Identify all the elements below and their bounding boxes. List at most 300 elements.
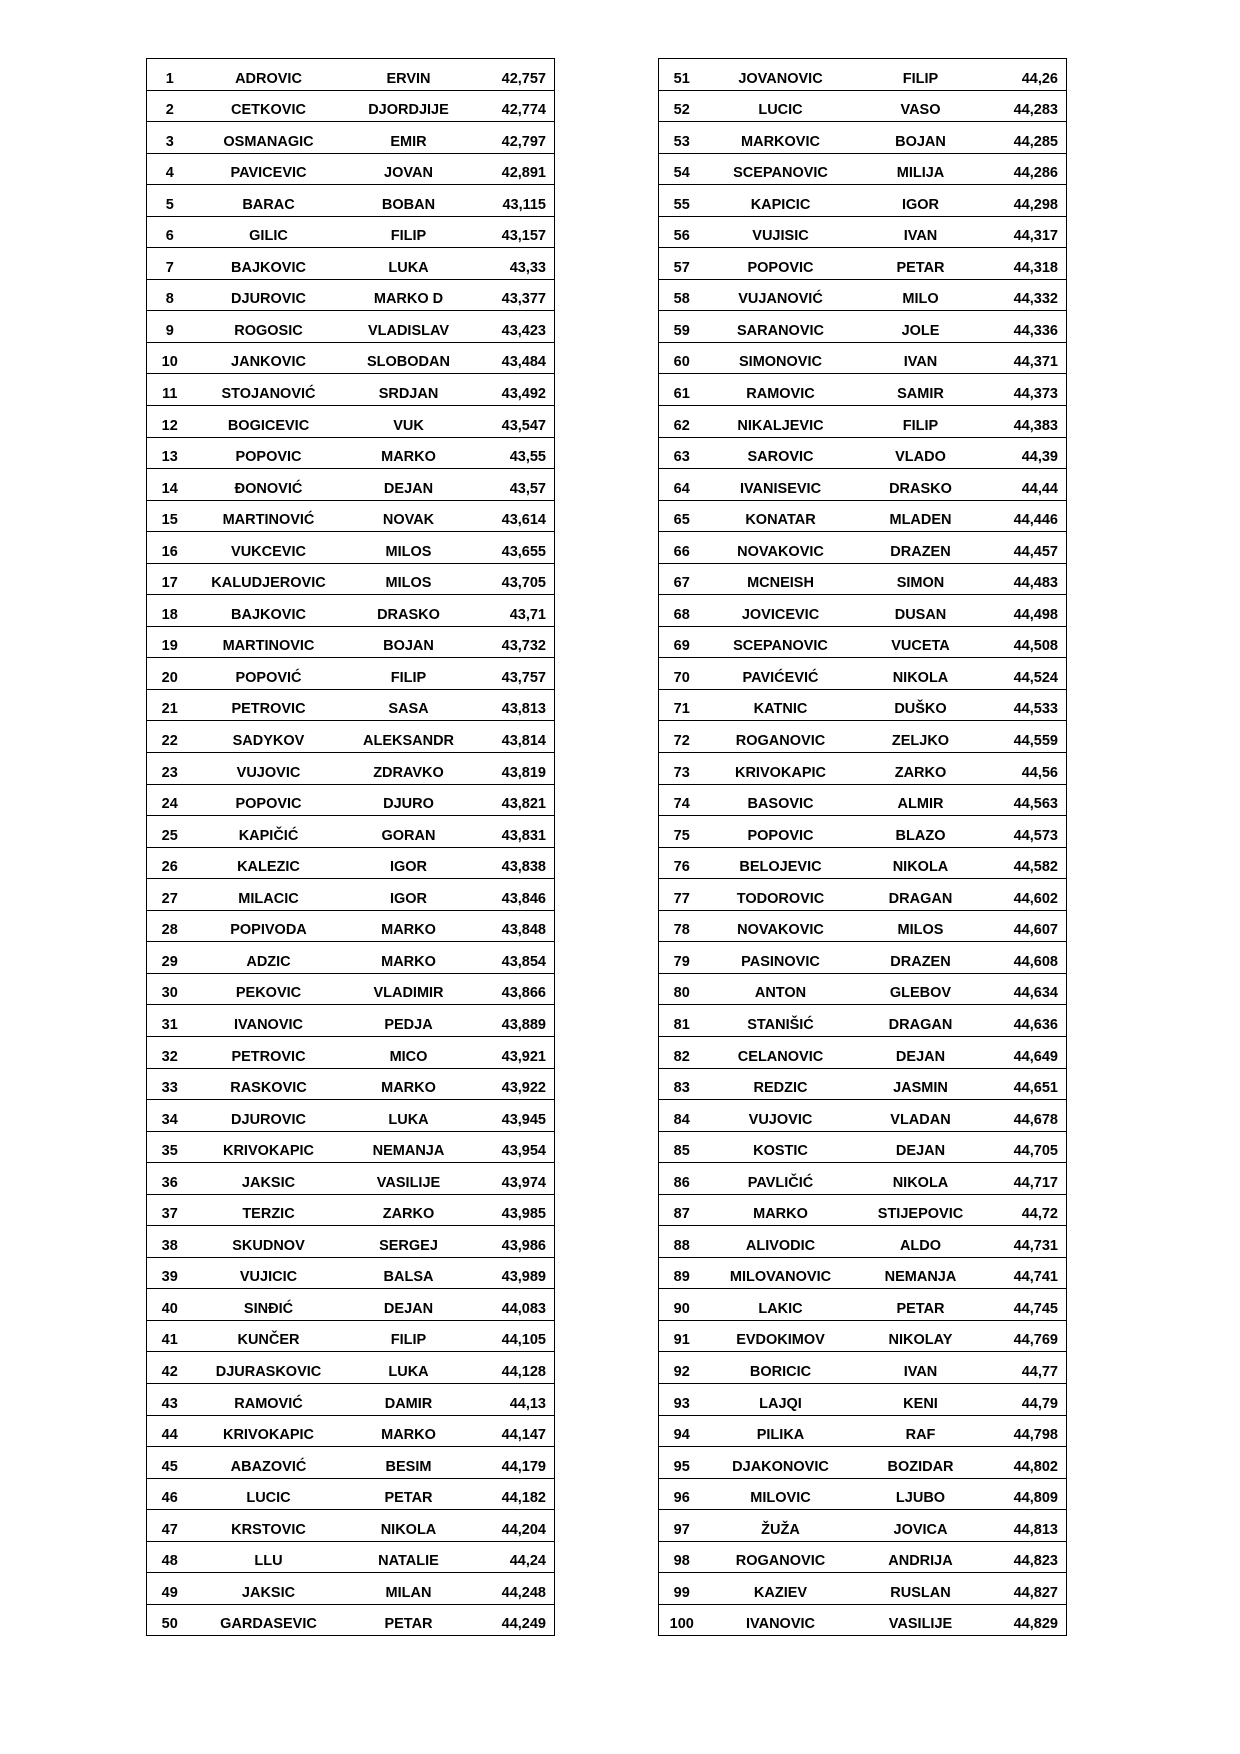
last-name-cell: JOVICEVIC (709, 595, 857, 627)
table-row (659, 1194, 1067, 1226)
time-cell: 44,147 (477, 1415, 555, 1447)
table-row (659, 658, 1067, 690)
rank-cell: 4 (147, 153, 197, 185)
rank-cell: 58 (659, 279, 709, 311)
first-name-cell: MLADEN (857, 500, 989, 532)
table-row (147, 626, 555, 658)
rank-cell: 43 (147, 1383, 197, 1415)
table-row (147, 59, 555, 91)
table-row (659, 1131, 1067, 1163)
last-name-cell: CELANOVIC (709, 1036, 857, 1068)
table-row (659, 1100, 1067, 1132)
first-name-cell: IGOR (345, 847, 477, 879)
first-name-cell: NOVAK (345, 500, 477, 532)
time-cell: 43,814 (477, 721, 555, 753)
first-name-cell: MILAN (345, 1573, 477, 1605)
rank-cell: 79 (659, 942, 709, 974)
first-name-cell: VLADO (857, 437, 989, 469)
rank-cell: 16 (147, 532, 197, 564)
last-name-cell: DJUROVIC (197, 1100, 345, 1132)
rank-cell: 85 (659, 1131, 709, 1163)
table-row (147, 816, 555, 848)
last-name-cell: ŽUŽA (709, 1510, 857, 1542)
table-row (659, 122, 1067, 154)
last-name-cell: ROGANOVIC (709, 721, 857, 753)
first-name-cell: MARKO (345, 437, 477, 469)
time-cell: 44,318 (989, 248, 1067, 280)
first-name-cell: ALEKSANDR (345, 721, 477, 753)
last-name-cell: ĐONOVIĆ (197, 469, 345, 501)
time-cell: 43,974 (477, 1163, 555, 1195)
time-cell: 44,508 (989, 626, 1067, 658)
time-cell: 44,731 (989, 1226, 1067, 1258)
first-name-cell: MARKO D (345, 279, 477, 311)
time-cell: 43,889 (477, 1005, 555, 1037)
table-row (659, 437, 1067, 469)
last-name-cell: POPIVODA (197, 910, 345, 942)
time-cell: 43,33 (477, 248, 555, 280)
first-name-cell: FILIP (857, 406, 989, 438)
last-name-cell: PEKOVIC (197, 973, 345, 1005)
rank-cell: 51 (659, 59, 709, 91)
first-name-cell: BOZIDAR (857, 1447, 989, 1479)
table-row (147, 1005, 555, 1037)
first-name-cell: IGOR (857, 185, 989, 217)
rank-cell: 71 (659, 689, 709, 721)
rank-cell: 33 (147, 1068, 197, 1100)
last-name-cell: CETKOVIC (197, 90, 345, 122)
last-name-cell: MILOVANOVIC (709, 1257, 857, 1289)
rank-cell: 34 (147, 1100, 197, 1132)
time-cell: 43,813 (477, 689, 555, 721)
first-name-cell: DRASKO (345, 595, 477, 627)
results-table-left-body (147, 59, 555, 1636)
first-name-cell: PETAR (345, 1478, 477, 1510)
table-row (147, 689, 555, 721)
first-name-cell: VLADISLAV (345, 311, 477, 343)
table-row (147, 1415, 555, 1447)
time-cell: 44,72 (989, 1194, 1067, 1226)
last-name-cell: DJAKONOVIC (709, 1447, 857, 1479)
rank-cell: 89 (659, 1257, 709, 1289)
table-row (147, 753, 555, 785)
table-row (147, 1194, 555, 1226)
table-row (147, 1131, 555, 1163)
table-row (147, 532, 555, 564)
table-row (659, 185, 1067, 217)
last-name-cell: REDZIC (709, 1068, 857, 1100)
rank-cell: 96 (659, 1478, 709, 1510)
table-row (147, 879, 555, 911)
table-row (659, 1604, 1067, 1636)
table-row (147, 500, 555, 532)
table-row (147, 658, 555, 690)
time-cell: 44,651 (989, 1068, 1067, 1100)
rank-cell: 72 (659, 721, 709, 753)
table-row (147, 1036, 555, 1068)
last-name-cell: VUJISIC (709, 216, 857, 248)
table-row (659, 500, 1067, 532)
rank-cell: 95 (659, 1447, 709, 1479)
table-row (147, 721, 555, 753)
rank-cell: 25 (147, 816, 197, 848)
time-cell: 43,821 (477, 784, 555, 816)
time-cell: 44,79 (989, 1383, 1067, 1415)
first-name-cell: DJURO (345, 784, 477, 816)
rank-cell: 44 (147, 1415, 197, 1447)
rank-cell: 6 (147, 216, 197, 248)
time-cell: 44,24 (477, 1541, 555, 1573)
table-row (659, 879, 1067, 911)
first-name-cell: DEJAN (857, 1036, 989, 1068)
rank-cell: 30 (147, 973, 197, 1005)
first-name-cell: IVAN (857, 342, 989, 374)
table-row (147, 406, 555, 438)
table-row (659, 1447, 1067, 1479)
time-cell: 44,182 (477, 1478, 555, 1510)
last-name-cell: KRIVOKAPIC (197, 1415, 345, 1447)
table-row (147, 942, 555, 974)
rank-cell: 46 (147, 1478, 197, 1510)
time-cell: 44,813 (989, 1510, 1067, 1542)
first-name-cell: SRDJAN (345, 374, 477, 406)
last-name-cell: PAVLIČIĆ (709, 1163, 857, 1195)
time-cell: 44,298 (989, 185, 1067, 217)
time-cell: 44,741 (989, 1257, 1067, 1289)
table-row (147, 1226, 555, 1258)
table-row (147, 1100, 555, 1132)
last-name-cell: SINĐIĆ (197, 1289, 345, 1321)
last-name-cell: ROGANOVIC (709, 1541, 857, 1573)
first-name-cell: MILIJA (857, 153, 989, 185)
first-name-cell: LUKA (345, 1100, 477, 1132)
last-name-cell: SCEPANOVIC (709, 626, 857, 658)
rank-cell: 66 (659, 532, 709, 564)
first-name-cell: EMIR (345, 122, 477, 154)
rank-cell: 74 (659, 784, 709, 816)
table-row (659, 342, 1067, 374)
time-cell: 43,614 (477, 500, 555, 532)
last-name-cell: KONATAR (709, 500, 857, 532)
time-cell: 43,831 (477, 816, 555, 848)
last-name-cell: RAMOVIĆ (197, 1383, 345, 1415)
first-name-cell: BESIM (345, 1447, 477, 1479)
first-name-cell: GORAN (345, 816, 477, 848)
rank-cell: 12 (147, 406, 197, 438)
time-cell: 44,283 (989, 90, 1067, 122)
time-cell: 44,44 (989, 469, 1067, 501)
time-cell: 44,248 (477, 1573, 555, 1605)
table-row (659, 90, 1067, 122)
time-cell: 43,954 (477, 1131, 555, 1163)
first-name-cell: PEDJA (345, 1005, 477, 1037)
rank-cell: 98 (659, 1541, 709, 1573)
table-row (659, 910, 1067, 942)
last-name-cell: ABAZOVIĆ (197, 1447, 345, 1479)
rank-cell: 35 (147, 1131, 197, 1163)
rank-cell: 11 (147, 374, 197, 406)
table-row (147, 122, 555, 154)
last-name-cell: ALIVODIC (709, 1226, 857, 1258)
rank-cell: 8 (147, 279, 197, 311)
table-row (659, 1257, 1067, 1289)
table-row (659, 1036, 1067, 1068)
rank-cell: 56 (659, 216, 709, 248)
time-cell: 43,57 (477, 469, 555, 501)
time-cell: 44,286 (989, 153, 1067, 185)
first-name-cell: SIMON (857, 563, 989, 595)
time-cell: 44,083 (477, 1289, 555, 1321)
first-name-cell: DJORDJIJE (345, 90, 477, 122)
time-cell: 43,705 (477, 563, 555, 595)
time-cell: 44,249 (501, 1616, 546, 1633)
last-name-cell: MARKO (709, 1194, 857, 1226)
time-cell: 44,179 (477, 1447, 555, 1479)
first-name-cell: SERGEJ (345, 1226, 477, 1258)
last-name-cell: STOJANOVIĆ (197, 374, 345, 406)
time-cell: 44,634 (989, 973, 1067, 1005)
first-name-cell: KENI (857, 1383, 989, 1415)
table-row (659, 753, 1067, 785)
first-name-cell: NIKOLA (857, 847, 989, 879)
time-cell: 43,547 (477, 406, 555, 438)
first-name-cell: ALDO (857, 1226, 989, 1258)
time-cell: 44,608 (989, 942, 1067, 974)
last-name-cell: LUCIC (709, 90, 857, 122)
rank-cell: 68 (659, 595, 709, 627)
first-name-cell: BLAZO (857, 816, 989, 848)
table-row (147, 973, 555, 1005)
time-cell: 44,498 (989, 595, 1067, 627)
first-name-cell: LUKA (345, 1352, 477, 1384)
last-name-cell: KUNČER (197, 1320, 345, 1352)
time-cell: 44,105 (477, 1320, 555, 1352)
rank-cell: 77 (659, 879, 709, 911)
time-cell: 43,55 (477, 437, 555, 469)
time-cell: 44,705 (989, 1131, 1067, 1163)
first-name-cell: NEMANJA (345, 1131, 477, 1163)
table-row (659, 1510, 1067, 1542)
last-name-cell: LAJQI (709, 1383, 857, 1415)
table-row (659, 279, 1067, 311)
time-cell: 44,745 (989, 1289, 1067, 1321)
rank-cell: 92 (659, 1352, 709, 1384)
first-name-cell: DRAZEN (857, 532, 989, 564)
first-name-cell: NEMANJA (857, 1257, 989, 1289)
table-row (147, 1447, 555, 1479)
last-name-cell: DJUROVIC (197, 279, 345, 311)
table-row (147, 595, 555, 627)
first-name-cell: PETAR (857, 248, 989, 280)
time-cell: 44,678 (989, 1100, 1067, 1132)
rank-cell: 93 (659, 1383, 709, 1415)
table-row (147, 1478, 555, 1510)
table-row (659, 847, 1067, 879)
rank-cell: 2 (147, 90, 197, 122)
first-name-cell: MARKO (345, 942, 477, 974)
time-cell: 44,446 (989, 500, 1067, 532)
time-cell: 44,602 (989, 879, 1067, 911)
rank-cell: 62 (659, 406, 709, 438)
first-name-cell: NIKOLAY (857, 1320, 989, 1352)
time-cell: 44,809 (989, 1478, 1067, 1510)
table-row (659, 532, 1067, 564)
last-name-cell: JAKSIC (197, 1573, 345, 1605)
last-name-cell: GARDASEVIC (220, 1616, 317, 1633)
time-cell: 44,56 (989, 753, 1067, 785)
time-cell: 44,457 (989, 532, 1067, 564)
first-name-cell: FILIP (345, 1320, 477, 1352)
first-name-cell: JOLE (857, 311, 989, 343)
first-name-cell: DRAGAN (857, 1005, 989, 1037)
last-name-cell: LLU (197, 1541, 345, 1573)
last-name-cell: BAJKOVIC (197, 248, 345, 280)
rank-cell: 65 (659, 500, 709, 532)
time-cell: 43,71 (477, 595, 555, 627)
first-name-cell: MARKO (345, 1415, 477, 1447)
table-row (659, 1320, 1067, 1352)
rank-cell: 76 (659, 847, 709, 879)
rank-cell: 29 (147, 942, 197, 974)
rank-cell: 59 (659, 311, 709, 343)
last-name-cell: KATNIC (709, 689, 857, 721)
table-row (659, 1163, 1067, 1195)
first-name-cell: VASILIJE (345, 1163, 477, 1195)
time-cell: 44,636 (989, 1005, 1067, 1037)
table-row (147, 342, 555, 374)
table-row (147, 1163, 555, 1195)
time-cell: 44,204 (477, 1510, 555, 1542)
table-row (659, 406, 1067, 438)
last-name-cell: PETROVIC (197, 1036, 345, 1068)
first-name-cell: DEJAN (345, 1289, 477, 1321)
last-name-cell: BELOJEVIC (709, 847, 857, 879)
rank-cell: 47 (147, 1510, 197, 1542)
rank-cell: 45 (147, 1447, 197, 1479)
rank-cell: 41 (147, 1320, 197, 1352)
last-name-cell: SADYKOV (197, 721, 345, 753)
table-row (659, 153, 1067, 185)
first-name-cell: ZARKO (345, 1194, 477, 1226)
first-name-cell: ZELJKO (857, 721, 989, 753)
time-cell: 42,757 (477, 59, 555, 91)
table-row (147, 784, 555, 816)
rank-cell: 86 (659, 1163, 709, 1195)
rank-cell: 17 (147, 563, 197, 595)
last-name-cell: SAROVIC (709, 437, 857, 469)
rank-cell: 13 (147, 437, 197, 469)
first-name-cell: RUSLAN (857, 1573, 989, 1605)
first-name-cell: IVAN (857, 216, 989, 248)
last-name-cell: DJURASKOVIC (197, 1352, 345, 1384)
first-name-cell: ZDRAVKO (345, 753, 477, 785)
rank-cell: 87 (659, 1194, 709, 1226)
last-name-cell: POPOVIC (197, 437, 345, 469)
time-cell: 44,533 (989, 689, 1067, 721)
first-name-cell: MILOS (857, 910, 989, 942)
first-name-cell: JOVICA (857, 1510, 989, 1542)
table-row (147, 1541, 555, 1573)
rank-cell: 88 (659, 1226, 709, 1258)
first-name-cell: JASMIN (857, 1068, 989, 1100)
first-name-cell: BOJAN (857, 122, 989, 154)
rank-cell: 57 (659, 248, 709, 280)
rank-cell: 94 (659, 1415, 709, 1447)
first-name-cell: RAF (857, 1415, 989, 1447)
time-cell: 44,607 (989, 910, 1067, 942)
time-cell: 44,285 (989, 122, 1067, 154)
last-name-cell: NOVAKOVIC (709, 910, 857, 942)
table-row (659, 721, 1067, 753)
last-name-cell: EVDOKIMOV (709, 1320, 857, 1352)
last-name-cell: PILIKA (709, 1415, 857, 1447)
last-name-cell: PAVIĆEVIĆ (709, 658, 857, 690)
last-name-cell: KOSTIC (709, 1131, 857, 1163)
first-name-cell: FILIP (345, 658, 477, 690)
last-name-cell: KRIVOKAPIC (197, 1131, 345, 1163)
rank-cell: 24 (147, 784, 197, 816)
table-row (659, 59, 1067, 91)
rank-cell: 28 (147, 910, 197, 942)
time-cell: 43,854 (477, 942, 555, 974)
time-cell: 44,798 (989, 1415, 1067, 1447)
time-cell: 44,563 (989, 784, 1067, 816)
last-name-cell: TERZIC (197, 1194, 345, 1226)
first-name-cell: ANDRIJA (857, 1541, 989, 1573)
rank-cell: 70 (659, 658, 709, 690)
table-row (147, 1604, 555, 1636)
time-cell: 43,846 (477, 879, 555, 911)
first-name-cell: MILOS (345, 563, 477, 595)
time-cell: 43,157 (477, 216, 555, 248)
rank-cell: 49 (147, 1573, 197, 1605)
time-cell: 44,717 (989, 1163, 1067, 1195)
time-cell: 44,823 (989, 1541, 1067, 1573)
rank-cell: 73 (659, 753, 709, 785)
table-row (659, 374, 1067, 406)
table-row (147, 311, 555, 343)
last-name-cell: IVANOVIC (197, 1005, 345, 1037)
last-name-cell: JANKOVIC (197, 342, 345, 374)
rank-cell: 7 (147, 248, 197, 280)
time-cell: 44,559 (989, 721, 1067, 753)
rank-cell: 39 (147, 1257, 197, 1289)
first-name-cell: ZARKO (857, 753, 989, 785)
rank-cell: 75 (659, 816, 709, 848)
time-cell: 44,26 (989, 59, 1067, 91)
time-cell: 44,829 (1013, 1616, 1058, 1633)
first-name-cell: DUSAN (857, 595, 989, 627)
last-name-cell: KRSTOVIC (197, 1510, 345, 1542)
time-cell: 44,582 (989, 847, 1067, 879)
rank-cell: 55 (659, 185, 709, 217)
rank-cell: 36 (147, 1163, 197, 1195)
time-cell: 43,838 (477, 847, 555, 879)
time-cell: 43,484 (477, 342, 555, 374)
first-name-cell: FILIP (345, 216, 477, 248)
time-cell: 43,866 (477, 973, 555, 1005)
last-name-cell: KALEZIC (197, 847, 345, 879)
table-row (147, 1352, 555, 1384)
first-name-cell: DRASKO (857, 469, 989, 501)
first-name-cell: SASA (345, 689, 477, 721)
last-name-cell: NOVAKOVIC (709, 532, 857, 564)
last-name-cell: IVANOVIC (745, 1616, 816, 1633)
time-cell: 44,332 (989, 279, 1067, 311)
time-cell: 44,524 (989, 658, 1067, 690)
last-name-cell: VUJOVIC (709, 1100, 857, 1132)
time-cell: 44,336 (989, 311, 1067, 343)
